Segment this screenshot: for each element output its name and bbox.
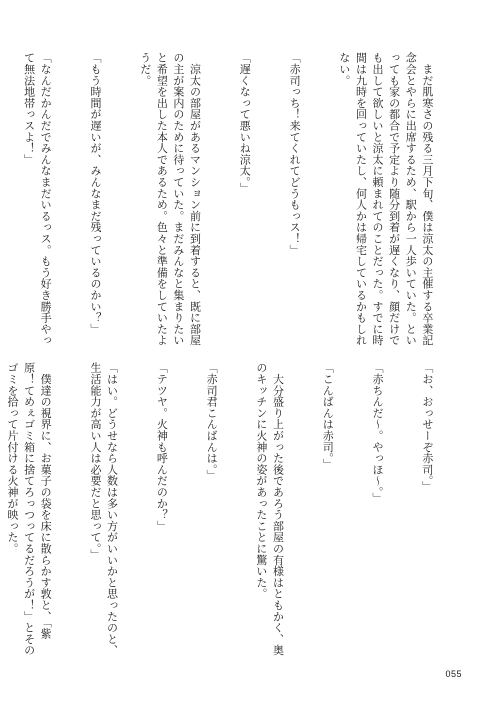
page-number: 055 xyxy=(445,669,462,679)
dialogue-line: 「なんだかんだでみんなまだいるっス。もう好き勝手やって無法地帯っスよ！」 xyxy=(22,52,53,346)
dialogue-line: 「赤司君こんばんは。」 xyxy=(205,362,219,481)
dialogue-line: 「テツヤ。火神も呼んだのか？」 xyxy=(155,362,169,532)
text-block-top xyxy=(22,52,468,348)
dialogue-line: 「遅くなって悪いね涼太。」 xyxy=(238,52,252,194)
paragraph: 大分盛り上がった後であろう部屋の有様はともかく、奥のキッチンに火神の姿があったことに驚いた。 xyxy=(254,362,285,656)
dialogue-line: 「お、おっせーぞ赤司。」 xyxy=(420,362,434,493)
paragraph: 涼太の部屋があるマンション前に到着すると、既に部屋の主が案内のために待っていた。まだみんなと集まりたいと希望を出した本人であるため。色々と準備をしていたようだ。 xyxy=(138,52,202,346)
dialogue-line: 「もう時間が遅いが、みんなまだ残っているのかい？」 xyxy=(88,52,102,335)
paragraph: 僕達の視界に、お菓子の袋を床に散らかす敦と、「紫原！てめぇゴミ箱に捨てろっつってるだろうが！」とそのゴミを拾って片付ける火神が映った。 xyxy=(5,362,53,656)
text-block-bottom xyxy=(5,362,468,658)
dialogue-line: 「赤司っち！来てくれてどうもっス！」 xyxy=(288,52,302,256)
dialogue-line: 「はい。どうせなら人数は多い方がいいかと思ったのと、生活能力が高い人は必要だと思って。」 xyxy=(88,362,119,656)
dialogue-line: 「こんばんは赤司。」 xyxy=(321,362,335,470)
paragraph: まだ肌寒さの残る三月下旬、僕は涼太の主催する卒業記念会とやらに出席するため、駅から一人歩いていた。といっても家の都合で予定より随分到着が遅くなり、顔だけでも出して欲しいと涼太に頼まれてのことだった。すでに時間は九時を回っていたし、何人かは帰宅しているかもしれない。 xyxy=(337,52,434,346)
dialogue-line: 「赤ちんだ〜。やっほ〜。」 xyxy=(371,362,385,504)
